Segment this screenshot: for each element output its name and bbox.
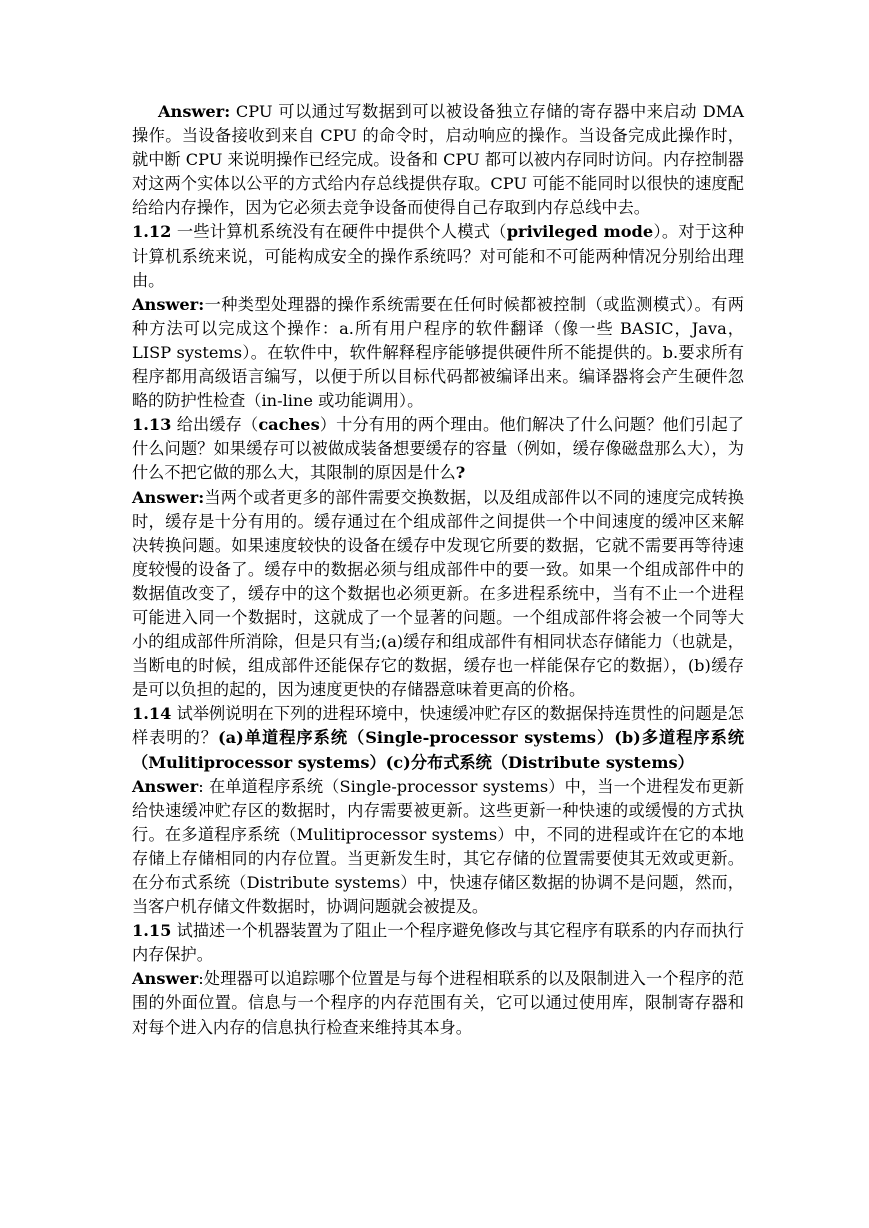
answer-label: Answer: [132,294,205,314]
answer-label: Answer [132,776,199,796]
answer-label: Answer [132,969,199,989]
question-term: privileged mode [506,222,654,242]
answer-text: : 在单道程序系统（Single-processor systems）中，当一个进程发布更新给快速缓冲贮存区的数据时，内存需要被更新。这些更新一种快速的或缓慢的方式执行。在多道程序系统（Mulitiprocessor systems）中，不同的进程或许在它的本地存储上存储相同的内存位置。当更新发生时，其它存储的位置需要使其无效或更新。在分布式系统（Distribute systems）中，快速存储区数据的协调不是问题，然而，当客户机存储文件数据时，协调问题就会被提及。 [132,776,744,917]
option-b-marker: (b) [614,728,641,748]
question-text: 试描述一个机器装置为了阻止一个程序避免修改与其它程序有联系的内存而执行内存保护。 [132,921,744,965]
answer-text: CPU 可以通过写数据到可以被设备独立存储的寄存器中来启动 DMA 操作。当设备接收到来自 CPU 的命令时，启动响应的操作。当设备完成此操作时，就中断 CPU 来说明操作已经完成。设备和 CPU 都可以被内存同时访问。内存控制器对这两个实体以公平的方式给内存总线提供存取。CPU 可能不能同时以很快的速度配给给内存操作，因为它必须去竞争设备而使得自己存取到内存总线中去。 [132,102,744,218]
question-text: ）。对于这种计算机系统来说，可能构成安全的操作系统吗？对可能和不可能两种情况分别给出理由。 [132,222,744,290]
question-1-14 [132,702,744,774]
answer-label: Answer: [132,487,205,507]
question-text: ）十分有用的两个理由。他们解决了什么问题？他们引起了什么问题？如果缓存可以被做成装备想要缓存的容量（例如，缓存像磁盘那么大），为什么不把它做的那么大，其限制的原因是什么 [132,415,744,483]
question-text: 试举例说明在下列的进程环境中，快速缓冲贮存区的数据保持连贯性的问题是怎样表明的？ [132,704,744,748]
question-text: 给出缓存（ [171,415,259,435]
option-a-english: Single-processor systems [365,728,596,748]
option-a-text: 单道程序系统（ [243,728,366,748]
option-a-marker: (a) [218,728,244,748]
answer-1-11 [132,100,744,220]
option-b-english: Mulitiprocessor systems [148,752,370,772]
question-term: caches [258,415,320,435]
question-number: 1.15 [132,921,172,941]
question-number: 1.12 [132,222,172,242]
answer-label: Answer: [158,102,231,121]
question-text: 一些计算机系统没有在硬件中提供个人模式（ [171,222,507,242]
option-b-close: ） [369,752,386,772]
document-page [132,100,744,1040]
answer-text: 当两个或者更多的部件需要交换数据，以及组成部件以不同的速度完成转换时，缓存是十分有用的。缓存通过在个组成部件之间提供一个中间速度的缓冲区来解决转换问题。如果速度较快的设备在缓存中发现它所要的数据，它就不需要再等待速度较慢的设备了。缓存中的数据必须与组成部件中的要一致。如果一个组成部件中的数据值改变了，缓存中的这个数据也必须更新。在多进程系统中，当有不止一个进程可能进入同一个数据时，这就成了一个显著的问题。一个组成部件将会被一个同等大小的组成部件所消除，但是只有当;(a)缓存和组成部件有相同状态存储能力（也就是，当断电的时候，组成部件还能保存它的数据，缓存也一样能保存它的数据），(b)缓存是可以负担的起的，因为速度更快的存储器意味着更高的价格。 [132,487,744,700]
question-mark: ? [455,463,466,483]
question-number: 1.13 [132,415,172,435]
answer-text: :处理器可以追踪哪个位置是与每个进程相联系的以及限制进入一个程序的范围的外面位置。信息与一个程序的内存范围有关，它可以通过使用库，限制寄存器和对每个进入内存的信息执行检查来维持其本身。 [132,969,744,1037]
question-1-15 [132,919,744,967]
option-c-close: ） [677,752,694,772]
answer-1-15 [132,967,744,1039]
option-c-marker: (c) [385,752,411,772]
option-b-text: 多道程序系统（ [132,728,745,772]
option-c-english: Distribute systems [507,752,678,772]
answer-1-14 [132,775,744,920]
question-1-13 [132,413,744,485]
option-c-text: 分布式系统（ [410,752,508,772]
answer-1-12 [132,293,744,413]
option-a-close: ） [595,728,615,748]
question-1-12 [132,220,744,292]
question-number: 1.14 [132,704,172,724]
answer-1-13 [132,486,744,703]
answer-text: 一种类型处理器的操作系统需要在任何时候都被控制（或监测模式）。有两种方法可以完成这个操作：a.所有用户程序的软件翻译（像一些 BASIC，Java， LISP systems）。在软件中，软件解释程序能够提供硬件所不能提供的。b.要求所有程序都用高级语言编写，以便于所以目标代码都被编译出来。编译器将会产生硬件忽略的防护性检查（in-line 或功能调用）。 [132,294,744,411]
